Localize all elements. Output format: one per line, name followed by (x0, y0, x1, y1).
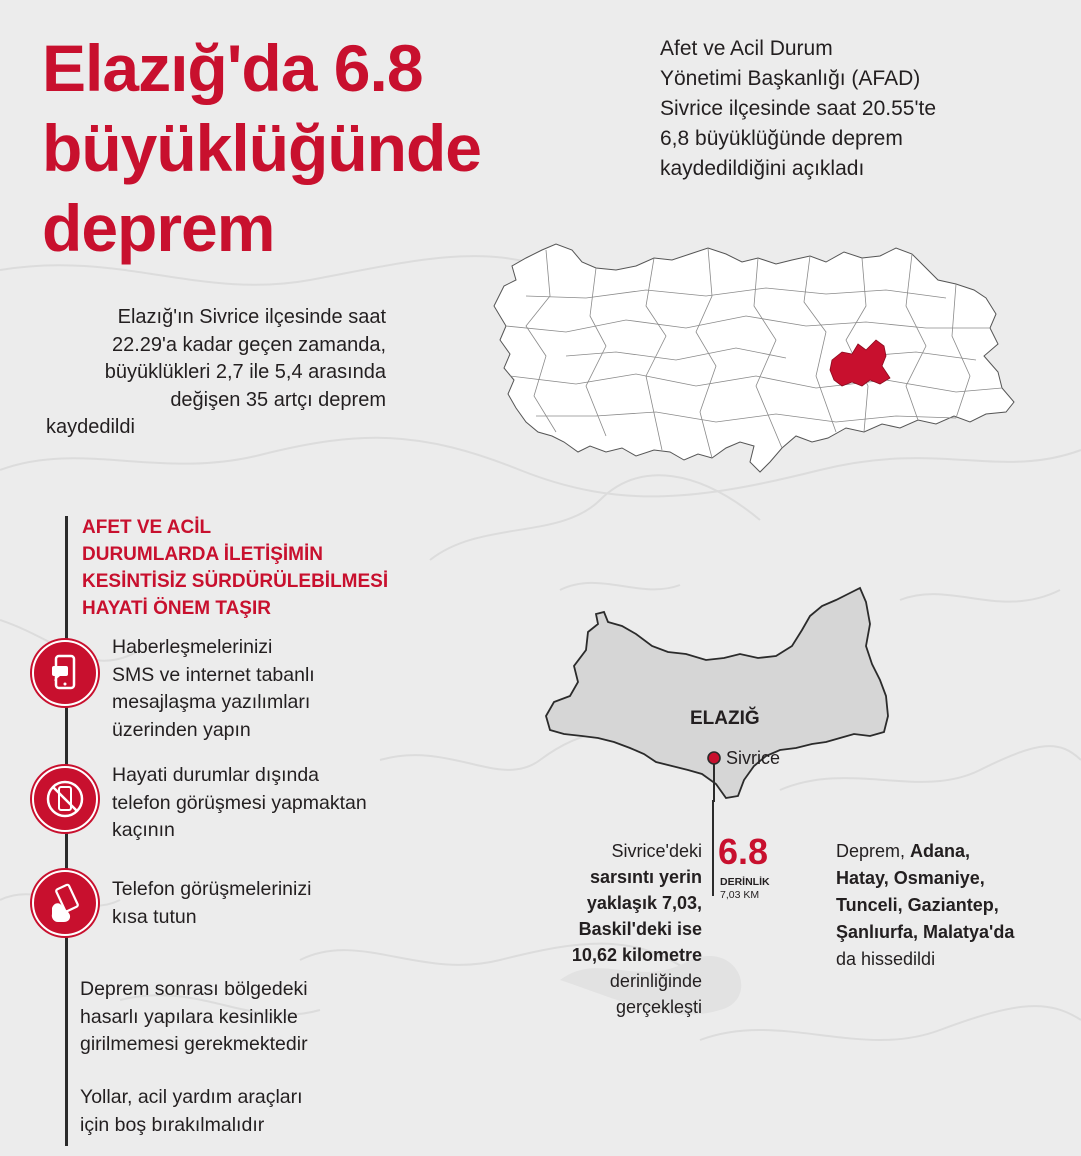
note-line: Yollar, acil yardım araçları (80, 1086, 303, 1108)
province-label: ELAZIĞ (690, 708, 760, 729)
depth-line: sarsıntı yerin (589, 867, 702, 887)
note-damaged-buildings (80, 976, 308, 1059)
page-title (42, 28, 602, 268)
tip-sms (112, 634, 315, 744)
tip-line: Telefon görüşmelerinizi (112, 878, 312, 900)
afad-line: Sivrice ilçesinde saat 20.55'te (660, 97, 936, 120)
felt-suffix: da hissedildi (836, 949, 936, 969)
heading-line: HAYATİ ÖNEM TAŞIR (82, 598, 271, 619)
tip-line: mesajlaşma yazılımları (112, 691, 311, 713)
note-roads (80, 1084, 303, 1139)
depth-line: Sivrice'deki (611, 841, 702, 861)
phone-in-hand-icon (32, 870, 98, 936)
felt-cities-1: Adana, (910, 841, 971, 861)
depth-line: 10,62 kilometre (571, 945, 702, 965)
felt-cities (836, 838, 1056, 973)
aftershock-line: kaydedildi (46, 416, 135, 438)
title-line-1: Elazığ'da 6.8 (42, 31, 423, 105)
heading-line: DURUMLARDA İLETİŞİMİN (82, 544, 323, 565)
note-line: hasarlı yapılara kesinlikle (80, 1005, 298, 1028)
note-line: için boş bırakılmalıdır (80, 1113, 265, 1136)
depth-line: derinliğinde (609, 971, 702, 991)
tip-line: Haberleşmelerinizi (112, 636, 273, 658)
turkey-outline (494, 244, 1014, 472)
tip-line: SMS ve internet tabanlı (112, 663, 315, 686)
title-line-2: büyüklüğünde (42, 111, 481, 185)
tip-line: üzerinden yapın (112, 718, 251, 741)
aftershock-line: büyüklükleri 2,7 ile 5,4 arasında (104, 361, 386, 383)
tip-line: telefon görüşmesi yapmaktan (112, 791, 367, 814)
tip-line: Hayati durumlar dışında (112, 764, 320, 786)
afad-line: Afet ve Acil Durum (660, 37, 833, 60)
tip-line: kısa tutun (112, 905, 197, 928)
tip-avoid-calls (112, 762, 367, 845)
tip-line: kaçının (112, 819, 175, 841)
depth-line: Baskil'deki ise (578, 919, 702, 939)
aftershock-line: Elazığ'ın Sivrice ilçesinde saat (117, 306, 386, 328)
turkey-map (486, 236, 1020, 476)
communication-heading (82, 514, 442, 622)
elazig-map (540, 586, 896, 802)
afad-statement (660, 34, 1020, 184)
felt-cities-2: Hatay, Osmaniye, (836, 868, 985, 888)
felt-cities-4: Şanlıurfa, Malatya'da (836, 922, 1015, 942)
felt-cities-3: Tunceli, Gaziantep, (836, 895, 999, 915)
no-phone-icon (32, 766, 98, 832)
tip-short-calls (112, 876, 311, 931)
heading-line: KESİNTİSİZ SÜRDÜRÜLEBİLMESİ (82, 571, 389, 592)
epicenter-stem (712, 800, 714, 896)
magnitude-value: 6.8 (718, 831, 769, 872)
elazig-province (546, 588, 888, 798)
title-line-3: deprem (42, 191, 275, 265)
depth-line: yaklaşık 7,03, (586, 893, 702, 913)
aftershock-line: 22.29'a kadar geçen zamanda, (111, 333, 386, 356)
aftershock-summary (46, 304, 386, 442)
depth-line: gerçekleşti (615, 997, 702, 1017)
depth-label: DERİNLİK (720, 876, 770, 888)
epicenter-label: Sivrice (726, 748, 781, 768)
smartphone-message-icon (32, 640, 98, 706)
aftershock-line: değişen 35 artçı deprem (170, 388, 386, 411)
depth-info (720, 876, 770, 902)
afad-line: 6,8 büyüklüğünde deprem (660, 127, 903, 150)
note-line: Deprem sonrası bölgedeki (80, 978, 308, 1000)
felt-prefix: Deprem, (836, 841, 906, 861)
afad-line: kaydedildiğini açıkladı (660, 157, 865, 180)
note-line: girilmemesi gerekmektedir (80, 1033, 308, 1055)
depth-description (520, 838, 702, 1020)
heading-line: AFET VE ACİL (82, 517, 212, 538)
epicenter-marker (708, 752, 720, 764)
afad-line: Yönetimi Başkanlığı (AFAD) (660, 67, 921, 90)
depth-value: 7,03 KM (720, 889, 760, 901)
